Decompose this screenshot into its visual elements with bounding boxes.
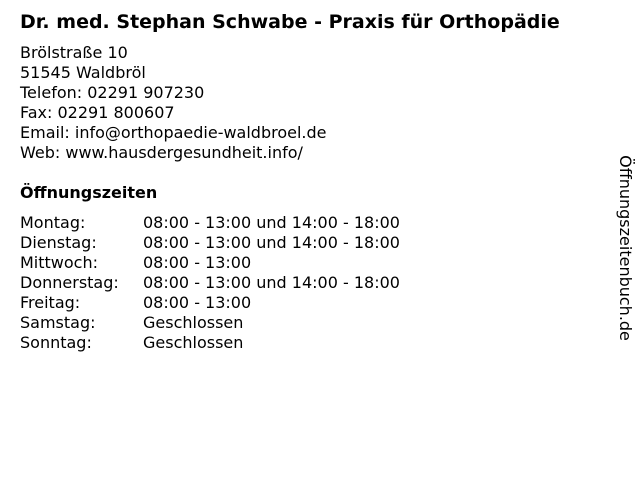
hours-day: Dienstag: [20,233,97,252]
opening-hours-heading: Öffnungszeiten [20,183,158,202]
site-watermark: Öffnungszeitenbuch.de [616,155,635,341]
hours-row-friday [20,293,400,313]
hours-day: Montag: [20,213,86,232]
hours-row-saturday [20,313,400,333]
hours-day: Freitag: [20,293,81,312]
address-city: 51545 Waldbröl [20,63,146,82]
hours-row-monday [20,213,400,233]
hours-row-tuesday [20,233,400,253]
practice-title: Dr. med. Stephan Schwabe - Praxis für Orthopädie [20,11,560,33]
opening-hours-table [20,213,400,353]
fax-line: Fax: 02291 800607 [20,103,175,122]
address-street: Brölstraße 10 [20,43,128,62]
hours-day: Sonntag: [20,333,92,352]
contact-block [20,43,327,163]
hours-time: Geschlossen [143,313,244,332]
hours-time: 08:00 - 13:00 [143,253,252,272]
hours-time: 08:00 - 13:00 [143,293,252,312]
hours-row-thursday [20,273,400,293]
hours-day: Donnerstag: [20,273,119,292]
hours-time: Geschlossen [143,333,244,352]
hours-row-sunday [20,333,400,353]
hours-time: 08:00 - 13:00 und 14:00 - 18:00 [143,273,400,292]
hours-time: 08:00 - 13:00 und 14:00 - 18:00 [143,233,400,252]
hours-day: Samstag: [20,313,96,332]
phone-line: Telefon: 02291 907230 [20,83,205,102]
hours-row-wednesday [20,253,400,273]
web-line: Web: www.hausdergesundheit.info/ [20,143,303,162]
hours-time: 08:00 - 13:00 und 14:00 - 18:00 [143,213,400,232]
hours-day: Mittwoch: [20,253,98,272]
email-line: Email: info@orthopaedie-waldbroel.de [20,123,327,142]
